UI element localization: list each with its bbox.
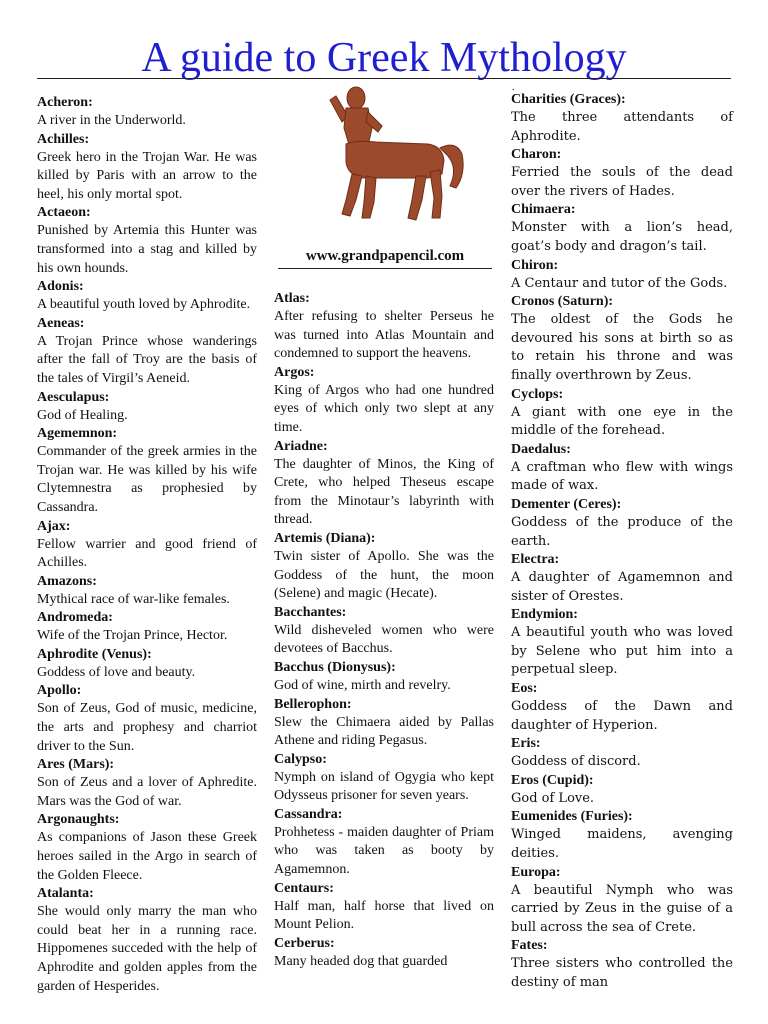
entry-term: Cerberus: bbox=[274, 935, 335, 951]
entry-term: Achilles: bbox=[37, 131, 90, 147]
entry-definition: Many headed dog that guarded bbox=[274, 953, 448, 969]
glossary-entry bbox=[274, 438, 494, 530]
entry-definition: The oldest of the Gods he devoured his sons at birth so as to retain his throne and was finally overthrown by Zeus. bbox=[511, 312, 733, 383]
entry-definition: Fellow warrier and good friend of Achilles. bbox=[37, 536, 257, 571]
entry-definition: King of Argos who had one hundred eyes of which only two slept at any time. bbox=[274, 382, 494, 435]
glossary-entry bbox=[37, 94, 257, 131]
centaur-logo bbox=[316, 82, 470, 228]
entry-definition: God of Healing. bbox=[37, 407, 128, 423]
glossary-entry bbox=[274, 659, 494, 696]
entry-definition: Punished by Artemia this Hunter was transformed into a stag and killed by his own hounds. bbox=[37, 223, 257, 276]
entry-definition: Slew the Chimaera aided by Pallas Athene and riding Pegasus. bbox=[274, 714, 494, 749]
glossary-entry bbox=[37, 518, 257, 573]
entry-term: Centaurs: bbox=[274, 880, 334, 896]
entry-term: Aeneas: bbox=[37, 315, 85, 331]
entry-term: Chiron: bbox=[511, 257, 559, 273]
entry-definition: Twin sister of Apollo. She was the Goddess of the hunt, the moon (Selene) and magic (Hecate). bbox=[274, 548, 494, 602]
entry-definition: God of wine, mirth and revelry. bbox=[274, 677, 451, 693]
entry-definition: Goddess of discord. bbox=[511, 754, 641, 770]
entry-definition: A Trojan Prince whose wanderings after the fall of Troy are the basis of the tales of Virgil’s Aeneid. bbox=[37, 333, 257, 386]
entry-term: Eros (Cupid): bbox=[511, 772, 594, 788]
glossary-entry bbox=[511, 551, 733, 606]
glossary-entry bbox=[37, 573, 257, 610]
entry-term: Bacchantes: bbox=[274, 604, 347, 620]
website-url: www.grandpapencil.com bbox=[305, 248, 465, 264]
entry-term: Electra: bbox=[511, 552, 560, 568]
entry-definition: A beautiful Nymph who was carried by Zeus in the guise of a bull across the sea of Crete. bbox=[511, 882, 733, 935]
entry-definition: Prohhetess - maiden daughter of Priam who was taken as booty by Agamemnon. bbox=[274, 824, 494, 878]
entry-definition: Nymph on island of Ogygia who kept Odysseus prisoner for seven years. bbox=[274, 769, 494, 804]
entry-definition: A river in the Underworld. bbox=[37, 113, 186, 128]
entry-term: Andromeda: bbox=[37, 610, 113, 626]
entry-term: Dementer (Ceres): bbox=[511, 496, 622, 512]
centaur-icon bbox=[316, 82, 470, 228]
glossary-entry bbox=[511, 91, 733, 146]
glossary-entry bbox=[37, 131, 257, 205]
entry-term: Amazons: bbox=[37, 573, 97, 589]
entry-term: Acheron: bbox=[37, 95, 93, 110]
glossary-entry bbox=[37, 756, 257, 811]
entry-term: Agememnon: bbox=[37, 426, 118, 442]
glossary-entry bbox=[274, 935, 494, 972]
glossary-entry bbox=[274, 364, 494, 438]
entry-term: Calypso: bbox=[274, 751, 327, 767]
entry-term: Atlas: bbox=[274, 291, 310, 306]
entry-definition: Commander of the greek armies in the Trojan war. He was killed by his wife Clytemnestra as prophesied by Cassandra. bbox=[37, 444, 257, 515]
entry-definition: Winged maidens, avenging deities. bbox=[511, 827, 733, 862]
glossary-entry bbox=[511, 772, 733, 809]
entry-term: Ajax: bbox=[37, 518, 71, 534]
entry-term: Bacchus (Dionysus): bbox=[274, 659, 396, 675]
entry-term: Atalanta: bbox=[37, 886, 94, 902]
entry-term: Argos: bbox=[274, 364, 315, 380]
entry-term: Cronos (Saturn): bbox=[511, 294, 614, 310]
glossary-entry bbox=[274, 751, 494, 806]
entry-definition: Goddess of the Dawn and daughter of Hyperion. bbox=[511, 699, 733, 733]
entry-term: Ares (Mars): bbox=[37, 757, 115, 773]
glossary-entry bbox=[274, 880, 494, 935]
glossary-entry bbox=[37, 682, 257, 756]
entry-term: Eris: bbox=[511, 736, 541, 752]
entry-term: Daedalus: bbox=[511, 441, 571, 457]
glossary-entry bbox=[511, 864, 733, 938]
entry-term: Apollo: bbox=[37, 683, 82, 699]
page-title: A guide to Greek Mythology bbox=[141, 35, 627, 81]
entry-term: Chimaera: bbox=[511, 202, 576, 218]
entry-definition: A Centaur and tutor of the Gods. bbox=[511, 275, 728, 291]
url-divider bbox=[278, 268, 492, 269]
entry-term: Cassandra: bbox=[274, 806, 343, 822]
entry-term: Fates: bbox=[511, 938, 548, 954]
entry-term: Aphrodite (Venus): bbox=[37, 646, 152, 662]
entry-term: Argonaughts: bbox=[37, 812, 120, 828]
entry-term: Cyclops: bbox=[511, 386, 564, 402]
entry-term: Adonis: bbox=[37, 279, 84, 295]
glossary-entry bbox=[37, 278, 257, 315]
entry-term: Endymion: bbox=[511, 607, 578, 623]
entry-term: Europa: bbox=[511, 864, 561, 880]
stray-mark: . bbox=[512, 82, 515, 93]
glossary-entry bbox=[511, 606, 733, 680]
entry-definition: God of Love. bbox=[511, 790, 595, 806]
glossary-entry bbox=[511, 386, 733, 441]
glossary-entry bbox=[511, 496, 733, 551]
entry-definition: Goddess of the produce of the earth. bbox=[511, 514, 733, 549]
glossary-entry bbox=[511, 937, 733, 992]
glossary-entry bbox=[511, 201, 733, 256]
entry-definition: Wild disheveled women who were devotees of Bacchus. bbox=[274, 622, 494, 657]
glossary-entry bbox=[274, 696, 494, 751]
entry-definition: Son of Zeus and a lover of Aphredite. Mars was the God of war. bbox=[37, 775, 257, 809]
glossary-entry bbox=[511, 441, 733, 496]
entry-definition: Three sisters who controlled the destiny of man bbox=[511, 956, 733, 990]
entry-definition: A beautiful youth who was loved by Selene who put him into a perpetual sleep. bbox=[511, 625, 733, 678]
glossary-entry bbox=[274, 604, 494, 659]
entry-definition: Wife of the Trojan Prince, Hector. bbox=[37, 628, 228, 644]
entry-definition: Goddess of love and beauty. bbox=[37, 664, 196, 680]
column-3 bbox=[511, 91, 733, 993]
entry-term: Aesculapus: bbox=[37, 389, 110, 405]
entry-term: Ariadne: bbox=[274, 438, 328, 454]
glossary-entry bbox=[274, 290, 494, 364]
entry-definition: Half man, half horse that lived on Mount Pelion. bbox=[274, 898, 494, 933]
glossary-entry bbox=[37, 811, 257, 885]
entry-term: Eumenides (Furies): bbox=[511, 809, 633, 825]
entry-definition: She would only marry the man who could beat her in a running race. Hippomenes succeded with the help of Aphrodite and golden apples from the garden of Hesperides. bbox=[37, 904, 257, 994]
entry-definition: The three attendants of Aphrodite. bbox=[511, 110, 733, 144]
glossary-entry bbox=[511, 146, 733, 201]
glossary-entry bbox=[511, 808, 733, 863]
entry-definition: A beautiful youth loved by Aphrodite. bbox=[37, 297, 251, 313]
entry-term: Charities (Graces): bbox=[511, 92, 626, 107]
glossary-entry bbox=[274, 530, 494, 604]
glossary-entry bbox=[37, 425, 257, 517]
glossary-entry bbox=[37, 646, 257, 683]
entry-definition: Monster with a lion’s head, goat’s body and dragon’s tail. bbox=[511, 220, 733, 254]
title-divider bbox=[37, 78, 731, 79]
entry-term: Artemis (Diana): bbox=[274, 530, 376, 546]
glossary-entry bbox=[511, 257, 733, 294]
column-1 bbox=[37, 94, 257, 996]
entry-term: Bellerophon: bbox=[274, 696, 352, 712]
glossary-entry bbox=[37, 389, 257, 426]
glossary-entry bbox=[511, 735, 733, 772]
glossary-entry bbox=[37, 885, 257, 996]
glossary-entry bbox=[511, 680, 733, 735]
entry-definition: Mythical race of war-like females. bbox=[37, 591, 230, 607]
entry-definition: Greek hero in the Trojan War. He was killed by Paris with an arrow to the heel, his only mortal spot. bbox=[37, 149, 257, 202]
entry-definition: Ferried the souls of the dead over the rivers of Hades. bbox=[511, 165, 733, 199]
entry-term: Eos: bbox=[511, 681, 538, 697]
entry-definition: As companions of Jason these Greek heroes sailed in the Argo in search of the Golden Fleece. bbox=[37, 830, 257, 883]
glossary-entry bbox=[37, 204, 257, 278]
entry-definition: A daughter of Agamemnon and sister of Orestes. bbox=[511, 570, 733, 604]
entry-definition: The daughter of Minos, the King of Crete, who helped Theseus escape from the Minotaur’s labyrinth with thread. bbox=[274, 456, 494, 528]
glossary-entry bbox=[37, 609, 257, 646]
glossary-entry bbox=[274, 806, 494, 880]
entry-definition: A giant with one eye in the middle of the forehead. bbox=[511, 404, 733, 439]
entry-term: Charon: bbox=[511, 147, 562, 163]
entry-term: Actaeon: bbox=[37, 205, 91, 221]
entry-definition: Son of Zeus, God of music, medicine, the arts and prophesy and charriot driver to the Sun. bbox=[37, 701, 257, 754]
entry-definition: A craftman who flew with wings made of wax. bbox=[511, 459, 733, 494]
column-2 bbox=[274, 290, 494, 971]
glossary-entry bbox=[511, 293, 733, 385]
glossary-entry bbox=[37, 315, 257, 389]
entry-definition: After refusing to shelter Perseus he was turned into Atlas Mountain and condemned to support the heavens. bbox=[274, 309, 494, 362]
